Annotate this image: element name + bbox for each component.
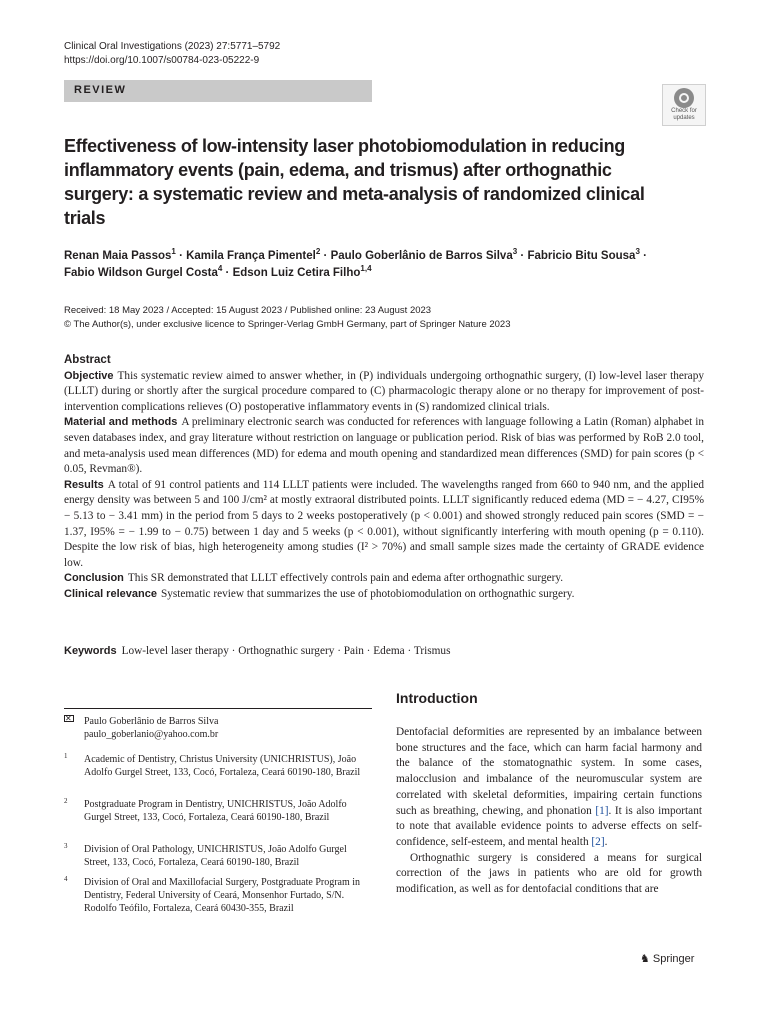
intro-paragraph: Orthognathic surgery is considered a means for surgical correction of the jaws in patients who are old for growth modification, as well as for dentofacial conditions that are [396,851,702,896]
check-updates-line1: Check for [671,108,697,114]
correspondence-email[interactable]: paulo_goberlanio@yahoo.com.br [84,729,219,741]
affiliation [64,753,374,779]
author-name[interactable]: Paulo Goberlânio de Barros Silva [330,250,513,262]
abstract-methods [64,415,704,477]
check-updates-icon [674,88,694,108]
relevance-text: Systematic review that summarizes the use of photobiomodulation on orthognathic surgery. [160,587,575,600]
introduction-body [396,725,702,898]
envelope-icon [64,715,74,722]
author-affiliation: 3 [512,247,518,257]
author-name[interactable]: Fabricio Bitu Sousa [527,250,636,262]
affiliation-number: 4 [64,875,68,883]
section-label-bar [64,80,372,102]
keywords-label: Keywords [64,645,117,657]
citation-link[interactable]: [2] [591,835,605,848]
check-for-updates-button[interactable] [662,84,706,126]
author-affiliation: 1,4 [360,264,372,274]
author-list: Renan Maia Passos$^1$ · Kamila França Pimentel$^2$ · Paulo Goberlânio de Barros Silva$^3$ · Fabricio Bitu Sousa$^3$ · Fabio Wildson Gurgel Costa$^4$ · Edson Luiz Cetira Filho$^{1,4}$ [64,247,647,279]
publication-dates [64,304,511,332]
affiliation-number: 2 [64,797,68,805]
abstract-results [64,478,704,572]
dates-line: Received: 18 May 2023 / Accepted: 15 August 2023 / Published online: 23 August 2023 [64,305,432,316]
article-title: Effectiveness of low-intensity laser photobiomodulation in reducing inflammatory events (pain, edema, and trismus) after orthognathic surgery: a systematic review and meta-analysis of randomized clinical trials [64,136,645,228]
intro-text: . It is also important to note that available evidence points to adverse effects on self-confidence, self-esteem, and mental health [396,804,702,848]
author-affiliation: 3 [635,247,640,257]
affiliation-text: Division of Oral Pathology, UNICHRISTUS, João Adolfo Gurgel Street, 133, Cocó, Fortaleza, Ceará 60190-180, Brazil [84,844,347,869]
abstract [64,353,704,603]
methods-text: A preliminary electronic search was conducted for references with language following a Latin (Roman) alphabet in seven databases index, and gray literature without restriction on language or publication period. Risk of bias was performed by RoB 2.0 tool, and meta-analysis used mean differences (MD) for edema and mouth opening and standardized mean differences (SMD) for pain scores (p < 0.05, Revman®). [64,416,704,476]
affiliation-text: Postgraduate Program in Dentistry, UNICHRISTUS, João Adolfo Gurgel Street, 133, Cocó, Fortaleza, Ceará 60190-180, Brazil [84,799,347,824]
author-name[interactable]: Fabio Wildson Gurgel Costa [64,267,218,279]
publisher-logo [640,952,694,965]
methods-label: Material and methods [64,416,178,429]
results-label: Results [64,478,104,491]
journal-header [64,40,280,68]
affiliation [64,843,374,869]
objective-label: Objective [64,369,114,382]
conclusion-text: This SR demonstrated that LLLT effectively controls pain and edema after orthognathic surgery. [127,572,564,585]
citation-link[interactable]: [1] [595,804,609,817]
keywords-text: Low-level laser therapy · Orthognathic surgery · Pain · Edema · Trismus [121,645,451,657]
author-affiliation: 4 [217,264,223,274]
doi-link[interactable]: https://doi.org/10.1007/s00784-023-05222-9 [64,55,260,66]
objective-text: This systematic review aimed to answer whether, in (P) individuals undergoing orthognathic surgery, (I) low-level laser therapy (LLLT) during or shortly after the surgical procedure compared to (C) pharmacologic therapy alone or no therapy for improvement of post-intervention complications relieves (O) postoperative inflammatory events in (S) randomized clinical trials. [64,369,704,413]
affiliation-text: Division of Oral and Maxillofacial Surgery, Postgraduate Program in Dentistry, Federal University of Ceará, Monsenhor Furtado, S/N. Rodolfo Teófilo, Fortaleza, Ceará 60430-355, Brazil [84,877,361,915]
section-label: REVIEW [74,84,127,96]
footnote-divider [64,708,372,709]
affiliation-number: 3 [64,842,68,850]
intro-text: . [604,835,608,848]
journal-citation: Clinical Oral Investigations (2023) 27:5771–5792 [64,41,281,52]
abstract-heading: Abstract [64,354,111,366]
springer-horse-icon: ♞ [640,953,650,965]
affiliation-number: 1 [64,752,68,760]
author-name[interactable]: Renan Maia Passos [64,250,172,262]
author-name[interactable]: Kamila França Pimentel [186,250,316,262]
affiliation [64,798,374,824]
publisher-name: Springer [652,953,695,965]
abstract-relevance [64,587,704,603]
author-affiliation: 1 [171,247,176,257]
introduction-heading: Introduction [396,690,478,706]
results-text: A total of 91 control patients and 114 LLLT patients were included. The wavelengths ranged from 660 to 940 nm, and the applied energy density was between 5 and 100 J/cm² at mostly extraoral distributed points. LLLT significantly reduced edema (MD = − 4.27, CI95% − 5.13 to − 3.41 mm) in the period from 5 days to 2 weeks postoperatively (p < 0.001) and showed strongly reduced pain scores (SMD = − 1.37, I95% = − 1.99 to − 0.75) between 1 day and 5 weeks (p < 0.001), without significantly interfering with mouth opening (p = 0.110). Despite the low risk of bias, high heterogeneity among studies (I² > 70%) and small sample sizes made the certainty of GRADE evidence low. [64,478,704,569]
author-affiliation: 2 [315,247,321,257]
correspondence-name: Paulo Goberlânio de Barros Silva [84,716,219,727]
abstract-objective [64,369,704,416]
relevance-label: Clinical relevance [64,587,157,600]
intro-paragraph [396,725,702,851]
intro-text: Dentofacial deformities are represented by an imbalance between bone structures and the face, which can harm facial harmony and the balance of the stomatognathic system. In some cases, malocclusion and imbalance of the neuromuscular system are correlated with skeletal deformities, impairing certain functions such as breathing, chewing, and phonation [396,726,702,817]
keywords [64,645,450,657]
correspondence [64,715,374,741]
author-name[interactable]: Edson Luiz Cetira Filho [232,267,361,279]
conclusion-label: Conclusion [64,572,124,585]
check-updates-line2: updates [673,115,695,121]
abstract-conclusion [64,571,704,587]
copyright-line: © The Author(s), under exclusive licence to Springer-Verlag GmbH Germany, part of Springer Nature 2023 [64,319,511,330]
affiliation [64,876,374,916]
affiliation-text: Academic of Dentistry, Christus University (UNICHRISTUS), João Adolfo Gurgel Street, 133, Cocó, Fortaleza, Ceará 60190-180, Brazil [84,754,361,779]
